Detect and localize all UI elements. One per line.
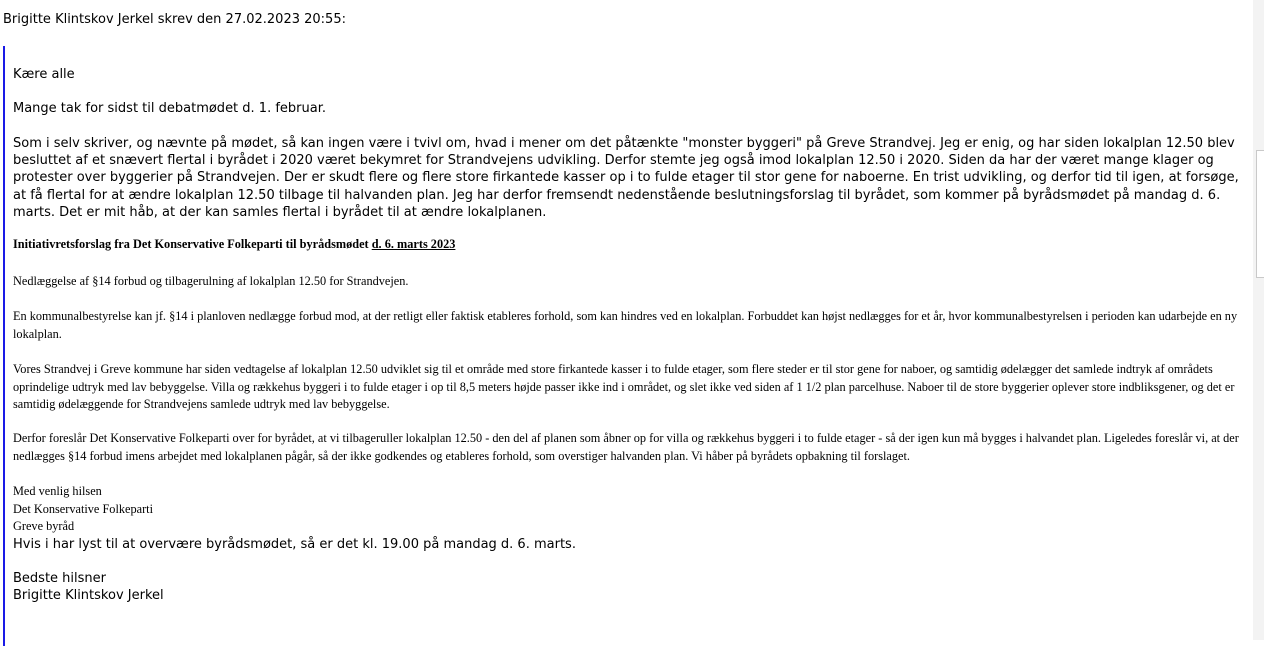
body-paragraph: Som i selv skriver, og nævnte på mødet, så kan ingen være i tvivl om, hvad i mener om det påtænkte "monster byggeri" på Greve Strandvej. Jeg er enig, og har siden lokalplan 12.50 blev besluttet af et snævert flertal i byrådet i 2020 været bekymret for Strandvejens udvikling. Derfor stemte jeg også imod lokalplan 12.50 i 2020. Siden da har der været mange klager og protester over byggerier på Strandvejen. Der er skudt flere og flere store firkantede kasser op i to fulde etager til stor gene for naboerne. En trist udvikling, og derfor tid til igen, at forsøge, at få flertal for at ændre lokalplan 12.50 tilbage til halvanden plan. Jeg har derfor fremsendt nedenstående beslutningsforslag til byrådet, som kommer på byrådsmødet på mandag d. 6. marts. Det er mit håb, at der kan samles flertal i byrådet til at ændre lokalplanen. [13, 136, 1239, 220]
invite-line: Hvis i har lyst til at overvære byrådsmødet, så er det kl. 19.00 på mandag d. 6. marts. [13, 537, 576, 552]
scrollbar-track[interactable] [1253, 0, 1264, 640]
proposal-paragraph-2: Vores Strandvej i Greve kommune har siden vedtagelse af lokalplan 12.50 udviklet sig til et område med store firkantede kasser i to fulde etager, som flere steder er til stor gene for naboer, og samtidig ødelægger det samlede indtryk af områdets oprindelige udtryk med lav bebyggelse. Villa og rækkehus byggeri i to fulde etager i op til 8,5 meters højde passer ikke ind i området, og slet ikke ved siden af 1 1/2 plan parcelhuse. Naboer til de store byggerier oplever store indbliksgener, og det er samtidig ødelæggende for Strandvejens samlede udtryk med lav bebyggelse. [13, 362, 1235, 412]
signature: Brigitte Klintskov Jerkel [13, 588, 164, 603]
proposal-subject: Nedlæggelse af §14 forbud og tilbagerulning af lokalplan 12.50 for Strandvejen. [13, 274, 409, 288]
proposal-date: d. 6. marts 2023 [371, 237, 456, 251]
thanks-line: Mange tak for sidst til debatmødet d. 1. februar. [13, 101, 327, 116]
proposal-paragraph-3: Derfor foreslår Det Konservative Folkeparti over for byrådet, at vi tilbageruller lokalplan 12.50 - den del af planen som åbner op for villa og rækkehus byggeri i to fulde etager - så der igen kun må bygges i halvandet plan. Ligeledes foreslår vi, at der nedlægges §14 forbud imens arbejdet med lokalplanen pågår, så der ikke godkendes og etableres forhold, som overstiger halvanden plan. Vi håber på byrådets opbakning til forslaget. [13, 431, 1239, 463]
proposal-sign-2: Det Konservative Folkeparti [13, 502, 154, 516]
proposal-sign-1: Med venlig hilsen [13, 484, 102, 498]
proposal-title [13, 236, 1251, 254]
quoted-email [3, 46, 1251, 646]
closing-line: Bedste hilsner [13, 571, 106, 586]
greeting: Kære alle [13, 67, 75, 82]
proposal-sign-3: Greve byråd [13, 519, 75, 533]
quote-attribution: Brigitte Klintskov Jerkel skrev den 27.02.2023 20:55: [3, 12, 346, 27]
scrollbar-thumb[interactable] [1256, 150, 1264, 278]
proposal-paragraph-1: En kommunalbestyrelse kan jf. §14 i planloven nedlægge forbud mod, at der retligt eller faktisk etableres forhold, som kan hindres ved en lokalplan. Forbuddet kan højst nedlægges for et år, hvor kommunalbestyrelsen i perioden kan udarbejde en ny lokalplan. [13, 309, 1238, 341]
proposal-title-prefix: Initiativretsforslag fra Det Konservative Folkeparti til byrådsmødet [13, 237, 372, 251]
